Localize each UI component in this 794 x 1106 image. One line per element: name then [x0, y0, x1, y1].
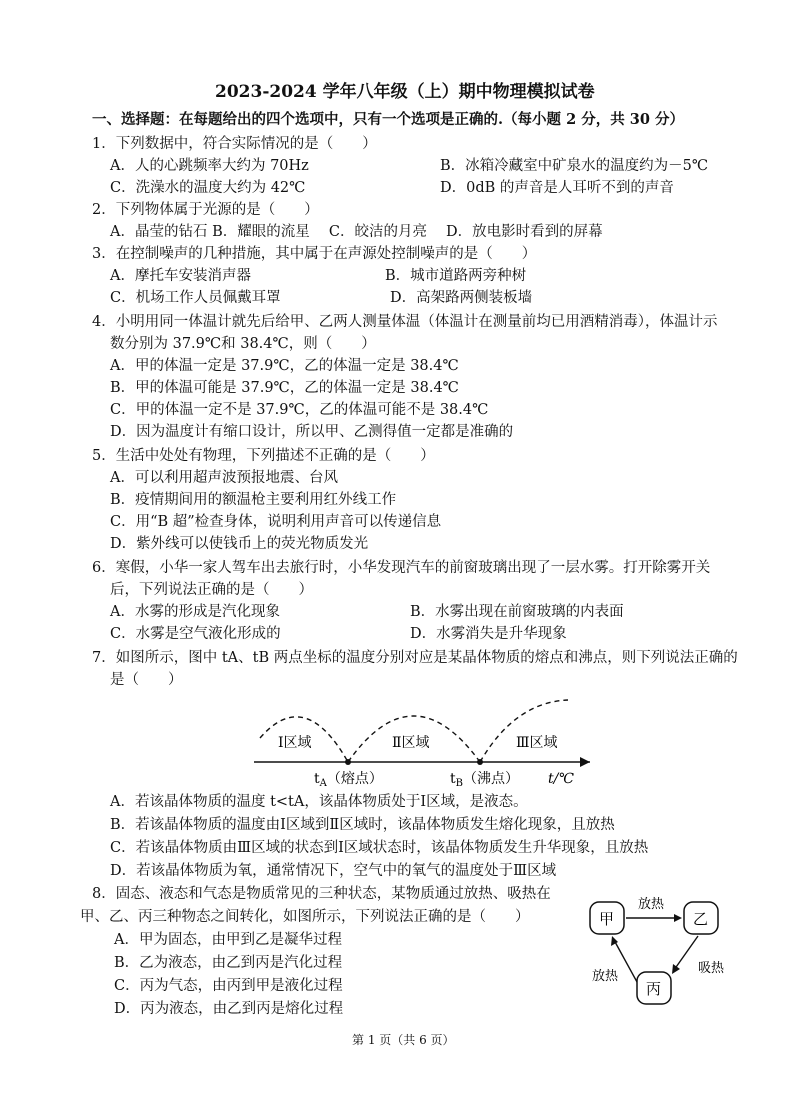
q7-stem-line1: 7．如图所示，图中 tA、tB 两点坐标的温度分别对应是某晶体物质的熔点和沸点，则下列说法正确的 — [92, 650, 738, 666]
q3-option-c: C．机场工作人员佩戴耳罩 — [110, 290, 281, 306]
heat-release-left-label: 放热 — [592, 969, 619, 984]
bing-label: 丙 — [646, 980, 662, 998]
tb-label: $t_B$（沸点） — [450, 771, 519, 789]
q5-option-b: B．疫情期间用的额温枪主要利用红外线工作 — [110, 492, 397, 508]
q8-option-d: D．丙为液态，由乙到丙是熔化过程 — [114, 1001, 344, 1017]
arrow-head-icon — [674, 914, 682, 922]
q1-stem: 1．下列数据中，符合实际情况的是（ ） — [92, 136, 377, 152]
q1-option-a: A．人的心跳频率大约为 70Hz — [110, 158, 309, 174]
q6-option-c: C．水雾是空气液化形成的 — [110, 626, 281, 642]
arrow-yi-bing — [674, 936, 698, 970]
region-1-label: Ⅰ区域 — [278, 735, 312, 751]
q1-option-d: D．0dB 的声音是人耳听不到的声音 — [440, 180, 674, 196]
q8-option-c: C．丙为气态，由丙到甲是液化过程 — [114, 978, 343, 994]
ta-label: $t_A$（熔点） — [314, 771, 383, 789]
q3-option-b: B．城市道路两旁种树 — [385, 268, 527, 284]
heat-release-top-label: 放热 — [638, 897, 665, 912]
q4-stem-line1: 4．小明用同一体温计就先后给甲、乙两人测量体温（体温计在测量前均已用酒精消毒），体温计示 — [92, 314, 718, 330]
q6-stem-line2: 后，下列说法正确的是（ ） — [110, 582, 313, 598]
q3-option-d: D．高架路两侧装板墙 — [390, 290, 533, 306]
q7-stem-line2: 是（ ） — [110, 672, 183, 688]
state-cycle-figure — [580, 890, 740, 1040]
q8-stem-line1: 8．固态、液态和气态是物质常见的三种状态，某物质通过放热、吸热在 — [92, 886, 551, 902]
q1-option-c: C．洗澡水的温度大约为 42℃ — [110, 180, 306, 196]
axis-label: t/℃ — [548, 771, 575, 787]
q4-option-a: A．甲的体温一定是 37.9℃，乙的体温一定是 38.4℃ — [110, 358, 459, 374]
jia-label: 甲 — [599, 910, 615, 928]
q3-option-a: A．摩托车安装消声器 — [110, 268, 251, 284]
q4-option-d: D．因为温度计有缩口设计，所以甲、乙测得值一定都是准确的 — [110, 424, 514, 440]
section-heading: 一、选择题：在每题给出的四个选项中，只有一个选项是正确的.（每小题 2 分，共 30 分） — [92, 111, 685, 128]
q4-option-b: B．甲的体温可能是 37.9℃，乙的体温一定是 38.4℃ — [110, 380, 459, 396]
arrow-head-icon — [672, 964, 680, 974]
q5-stem: 5．生活中处处有物理，下列描述不正确的是（ ） — [92, 448, 435, 464]
q6-option-a: A．水雾的形成是汽化现象 — [110, 604, 280, 620]
q4-option-c: C．甲的体温一定不是 37.9℃，乙的体温可能不是 38.4℃ — [110, 402, 489, 418]
q6-option-d: D．水雾消失是升华现象 — [410, 626, 567, 642]
right-arc — [480, 700, 568, 762]
yi-label: 乙 — [693, 910, 709, 928]
region-3-label: Ⅲ区域 — [516, 735, 558, 751]
q7-option-d: D．若该晶体物质为氧，通常情况下，空气中的氧气的温度处于Ⅲ区域 — [110, 863, 557, 879]
page-footer: 第 1 页（共 6 页） — [352, 1033, 455, 1047]
q5-option-d: D．紫外线可以使钱币上的荧光物质发光 — [110, 536, 369, 552]
q8-option-a: A．甲为固态，由甲到乙是凝华过程 — [114, 932, 342, 948]
phase-diagram-figure — [230, 690, 610, 790]
q5-option-a: A．可以利用超声波预报地震、台风 — [110, 470, 338, 486]
point-ta — [345, 759, 351, 765]
axis-arrow-icon — [580, 757, 590, 767]
q5-option-c: C．用“B 超”检查身体，说明利用声音可以传递信息 — [110, 514, 442, 530]
point-tb — [477, 759, 483, 765]
q6-stem-line1: 6．寒假，小华一家人驾车出去旅行时，小华发现汽车的前窗玻璃出现了一层水雾。打开除雾开关 — [92, 560, 711, 576]
q3-stem: 3．在控制噪声的几种措施，其中属于在声源处控制噪声的是（ ） — [92, 246, 537, 262]
exam-title: 2023-2024 学年八年级（上）期中物理模拟试卷 — [215, 82, 595, 102]
q8-stem-line2: 甲、乙、丙三种物态之间转化，如图所示，下列说法正确的是（ ） — [80, 909, 530, 925]
heat-absorb-label: 吸热 — [698, 961, 725, 976]
region-2-label: Ⅱ区域 — [392, 735, 430, 751]
q2-options: A．晶莹的钻石 B．耀眼的流星 C．皎洁的月亮 D．放电影时看到的屏幕 — [110, 224, 603, 240]
q7-option-a: A．若该晶体物质的温度 t<tA，该晶体物质处于Ⅰ区域，是液态。 — [110, 794, 528, 810]
q4-stem-line2: 数分别为 37.9℃和 38.4℃，则（ ） — [110, 336, 376, 352]
q6-option-b: B．水雾出现在前窗玻璃的内表面 — [410, 604, 624, 620]
q2-stem: 2．下列物体属于光源的是（ ） — [92, 202, 319, 218]
q8-option-b: B．乙为液态，由乙到丙是汽化过程 — [114, 955, 343, 971]
q7-option-c: C．若该晶体物质由Ⅲ区域的状态到Ⅰ区域状态时，该晶体物质发生升华现象，且放热 — [110, 840, 649, 856]
q1-option-b: B．冰箱冷藏室中矿泉水的温度约为－5℃ — [440, 158, 709, 174]
q7-option-b: B．若该晶体物质的温度由Ⅰ区域到Ⅱ区域时，该晶体物质发生熔化现象，且放热 — [110, 817, 615, 833]
